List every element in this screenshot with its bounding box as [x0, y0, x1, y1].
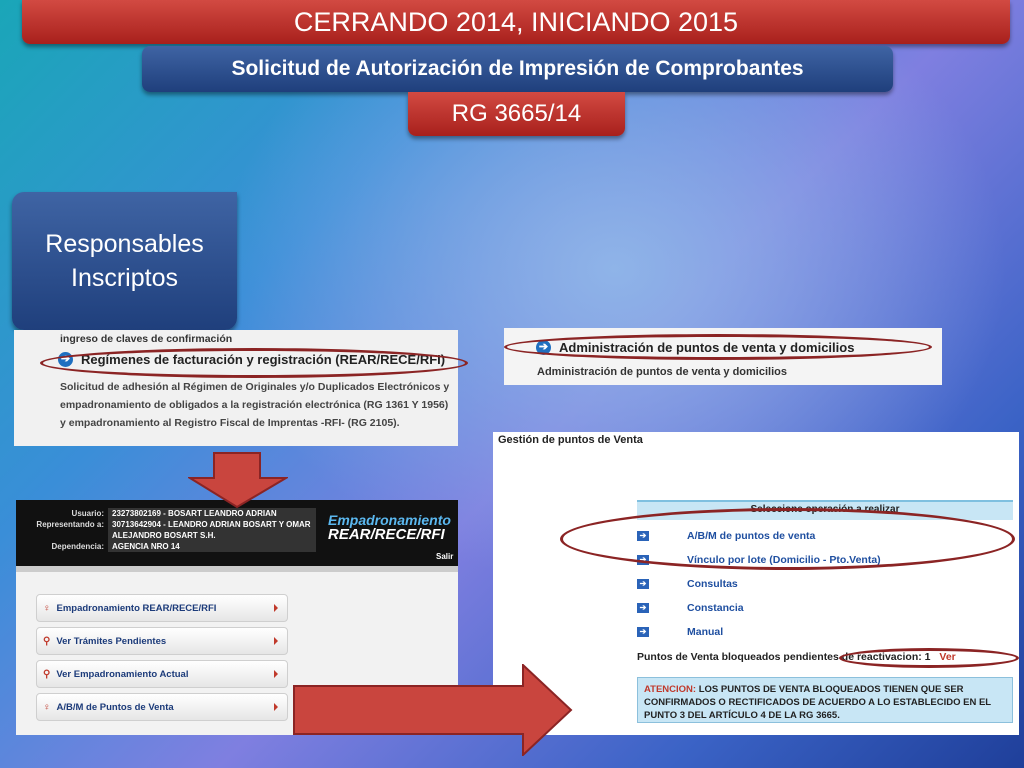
- option-manual[interactable]: [637, 626, 723, 638]
- admin-puntos-panel: [504, 328, 942, 385]
- regimenes-link-label: Regímenes de facturación y registración (REAR/RECE/RFI): [81, 352, 446, 367]
- chevron-right-icon: [274, 637, 278, 645]
- admin-puntos-description: Administración de puntos de venta y domicilios: [537, 366, 787, 378]
- arrow-right-square-icon: ➔: [637, 627, 649, 637]
- menu-item-abm-puntos[interactable]: [36, 693, 288, 721]
- chevron-right-icon: [274, 703, 278, 711]
- annotation-ellipse: [504, 334, 932, 360]
- right-arrow-icon: [293, 664, 573, 756]
- chevron-right-icon: [274, 670, 278, 678]
- brand-title: Empadronamiento: [328, 512, 451, 528]
- arrow-right-square-icon: ➔: [637, 555, 649, 565]
- dependencia-label: Dependencia:: [51, 542, 104, 551]
- representando-label: Representando a:: [36, 520, 104, 529]
- search-icon: ⚲: [43, 668, 51, 680]
- chevron-right-icon: [274, 604, 278, 612]
- select-operation-header: Seleccione operación a realizar: [637, 500, 1013, 520]
- divider: [16, 566, 458, 572]
- representando-value: 30713642904 - LEANDRO ADRIAN BOSART Y OMAR ALEJANDRO BOSART S.H.: [108, 519, 316, 541]
- pending-text: Puntos de Venta bloqueados pendientes de reactivacion: 1: [637, 651, 931, 663]
- ver-link[interactable]: Ver: [939, 651, 956, 663]
- option-label: A/B/M de puntos de venta: [687, 530, 816, 542]
- user-icon: ♀: [43, 602, 51, 614]
- attention-notice: [637, 677, 1013, 723]
- option-consultas[interactable]: [637, 578, 738, 590]
- annotation-ellipse: [560, 508, 1015, 570]
- menu-item-empadronamiento-actual[interactable]: [36, 660, 288, 688]
- admin-puntos-link-label: Administración de puntos de venta y domicilios: [559, 340, 855, 355]
- menu-item-tramites[interactable]: [36, 627, 288, 655]
- annotation-ellipse: [40, 348, 468, 378]
- empadronamiento-header: [16, 500, 458, 566]
- regimenes-panel: [14, 330, 458, 446]
- menu-item-label: A/B/M de Puntos de Venta: [56, 701, 174, 713]
- arrow-right-circle-icon: ➔: [536, 340, 551, 355]
- option-label: Vínculo por lote (Domicilio - Pto.Venta): [687, 554, 881, 566]
- menu-item-label: Empadronamiento REAR/RECE/RFI: [56, 602, 217, 614]
- arrow-right-circle-icon: ➔: [58, 352, 73, 367]
- option-constancia[interactable]: [637, 602, 744, 614]
- regimenes-description: Solicitud de adhesión al Régimen de Originales y/o Duplicados Electrónicos y empadronamiento de obligados a la registración electrónica (RG 1361 Y 1956) y empadronamiento al Registro Fiscal de Imprentas -RFI- (RG 2105).: [60, 381, 450, 429]
- attention-label: ATENCION:: [644, 684, 697, 695]
- user-icon: ♀: [43, 701, 51, 713]
- menu-item-label: Ver Empadronamiento Actual: [56, 668, 189, 680]
- option-label: Manual: [687, 626, 724, 638]
- slide-subtitle: Solicitud de Autorización de Impresión de Comprobantes: [142, 46, 893, 92]
- usuario-label: Usuario:: [71, 509, 104, 518]
- arrow-right-square-icon: ➔: [637, 579, 649, 589]
- usuario-value: 23273802169 - BOSART LEANDRO ADRIAN: [108, 508, 316, 519]
- menu-item-empadronamiento[interactable]: [36, 594, 288, 622]
- user-info: [24, 508, 316, 552]
- claves-text: ingreso de claves de confirmación: [60, 333, 233, 345]
- annotation-ellipse: [839, 648, 1019, 668]
- attention-text: LOS PUNTOS DE VENTA BLOQUEADOS TIENEN QUE SER CONFIRMADOS O RECTIFICADOS DE ACUERDO A LO ESTABLECIDO EN EL PUNTO 3 DEL ARTÍCULO 4 DE LA RG 3665.: [644, 684, 991, 721]
- dependencia-value: AGENCIA NRO 14: [108, 541, 316, 552]
- gestion-title: Gestión de puntos de Venta: [498, 434, 643, 446]
- menu-item-label: Ver Trámites Pendientes: [56, 635, 167, 647]
- slide-title: CERRANDO 2014, INICIANDO 2015: [22, 0, 1010, 44]
- brand-subtitle: REAR/RECE/RFI: [328, 526, 445, 543]
- arrow-right-square-icon: ➔: [637, 603, 649, 613]
- search-icon: ⚲: [43, 635, 51, 647]
- down-arrow-icon: [188, 452, 288, 508]
- side-label-line1: Responsables: [45, 230, 204, 258]
- arrow-right-square-icon: ➔: [637, 531, 649, 541]
- salir-link[interactable]: Salir: [436, 552, 454, 561]
- option-label: Constancia: [687, 602, 744, 614]
- responsables-inscriptos-label: [12, 192, 237, 330]
- side-label-line2: Inscriptos: [71, 264, 178, 292]
- resolution-badge: RG 3665/14: [408, 92, 625, 136]
- option-label: Consultas: [687, 578, 738, 590]
